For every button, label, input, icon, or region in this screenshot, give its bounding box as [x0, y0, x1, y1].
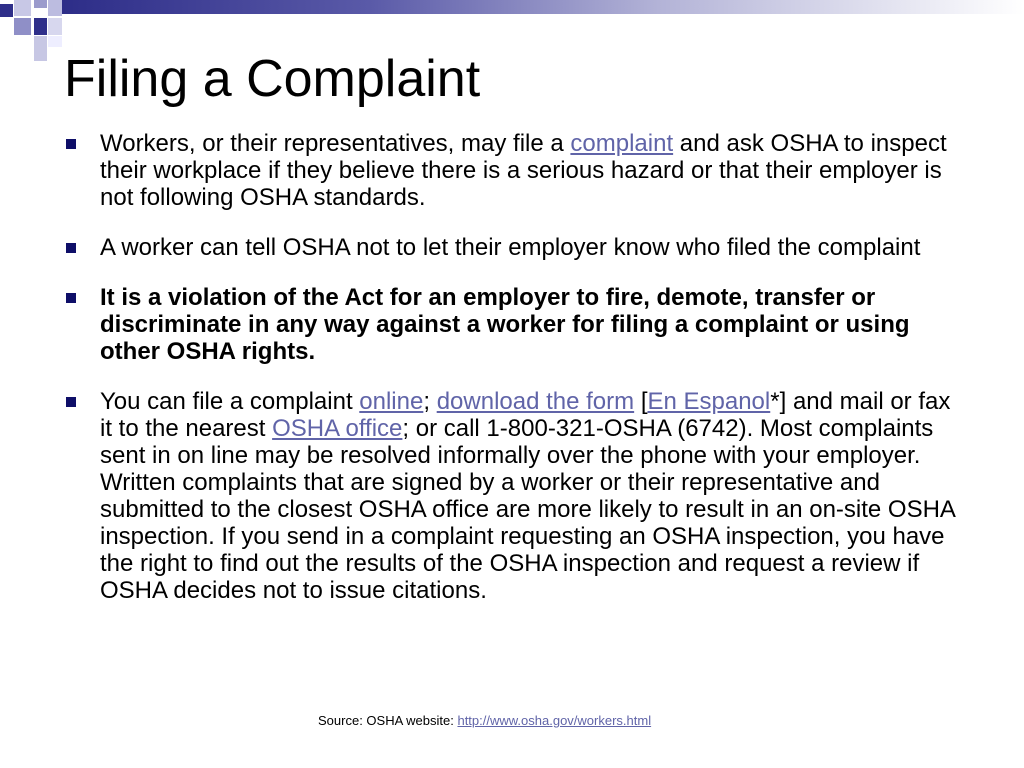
decorative-square-9	[48, 36, 62, 47]
header-gradient-bar	[62, 0, 1024, 14]
bullet-square-icon	[66, 397, 76, 407]
en-espanol-link[interactable]: En Espanol	[647, 388, 771, 415]
bullet-text-bold: It is a violation of the Act for an employer to fire, demote, transfer or discriminate in any way against a worker for filing a complaint or using other OSHA rights.	[100, 284, 910, 365]
bullet-square-icon	[66, 139, 76, 149]
text-segment: [	[640, 388, 648, 415]
bullet-square-icon	[66, 243, 76, 253]
complaint-link[interactable]: complaint	[570, 130, 674, 157]
source-link[interactable]: http://www.osha.gov/workers.html	[457, 713, 652, 728]
text-segment: ;	[423, 388, 431, 415]
source-footer	[318, 713, 651, 729]
bullet-item-violation	[66, 284, 966, 365]
decorative-square-4	[48, 0, 62, 16]
text-segment: *]	[770, 388, 787, 415]
source-label: Source: OSHA website:	[318, 713, 454, 728]
decorative-square-8	[34, 36, 47, 61]
bullet-text	[100, 130, 966, 211]
text-segment: and mail or fax it to the nearest	[100, 388, 951, 442]
decorative-square-6	[34, 18, 47, 35]
text-segment: and ask OSHA to inspect their workplace if they believe there is a serious hazard or that their employer is not following OSHA standards.	[100, 130, 947, 211]
bullet-list	[66, 130, 966, 604]
download-form-link[interactable]: download the form	[436, 388, 635, 415]
text-segment: You can file a complaint	[100, 388, 353, 415]
bullet-item-anonymity	[66, 234, 966, 261]
online-link[interactable]: online	[359, 388, 424, 415]
text-segment: Workers, or their representatives, may file a	[100, 130, 564, 157]
slide-title: Filing a Complaint	[64, 50, 481, 108]
bullet-item-filing	[66, 130, 966, 211]
bullet-square-icon	[66, 293, 76, 303]
decorative-square-5	[14, 18, 31, 35]
decorative-square-3	[34, 0, 47, 8]
decorative-square-1	[0, 4, 13, 17]
bullet-item-how-to-file	[66, 388, 966, 604]
bullet-text: A worker can tell OSHA not to let their employer know who filed the complaint	[100, 234, 921, 261]
decorative-square-2	[14, 0, 31, 16]
text-segment: ; or call 1-800-321-OSHA (6742). Most complaints sent in on line may be resolved informally over the phone with your employer. Written complaints that are signed by a worker or their representative and submitted to the closest OSHA office are more likely to result in an on-site OSHA inspection. If you send in a complaint requesting an OSHA inspection, you have the right to find out the results of the OSHA inspection and request a review if OSHA decides not to issue citations.	[100, 415, 955, 604]
osha-office-link[interactable]: OSHA office	[272, 415, 403, 442]
decorative-square-7	[48, 18, 62, 35]
bullet-text	[100, 388, 966, 604]
